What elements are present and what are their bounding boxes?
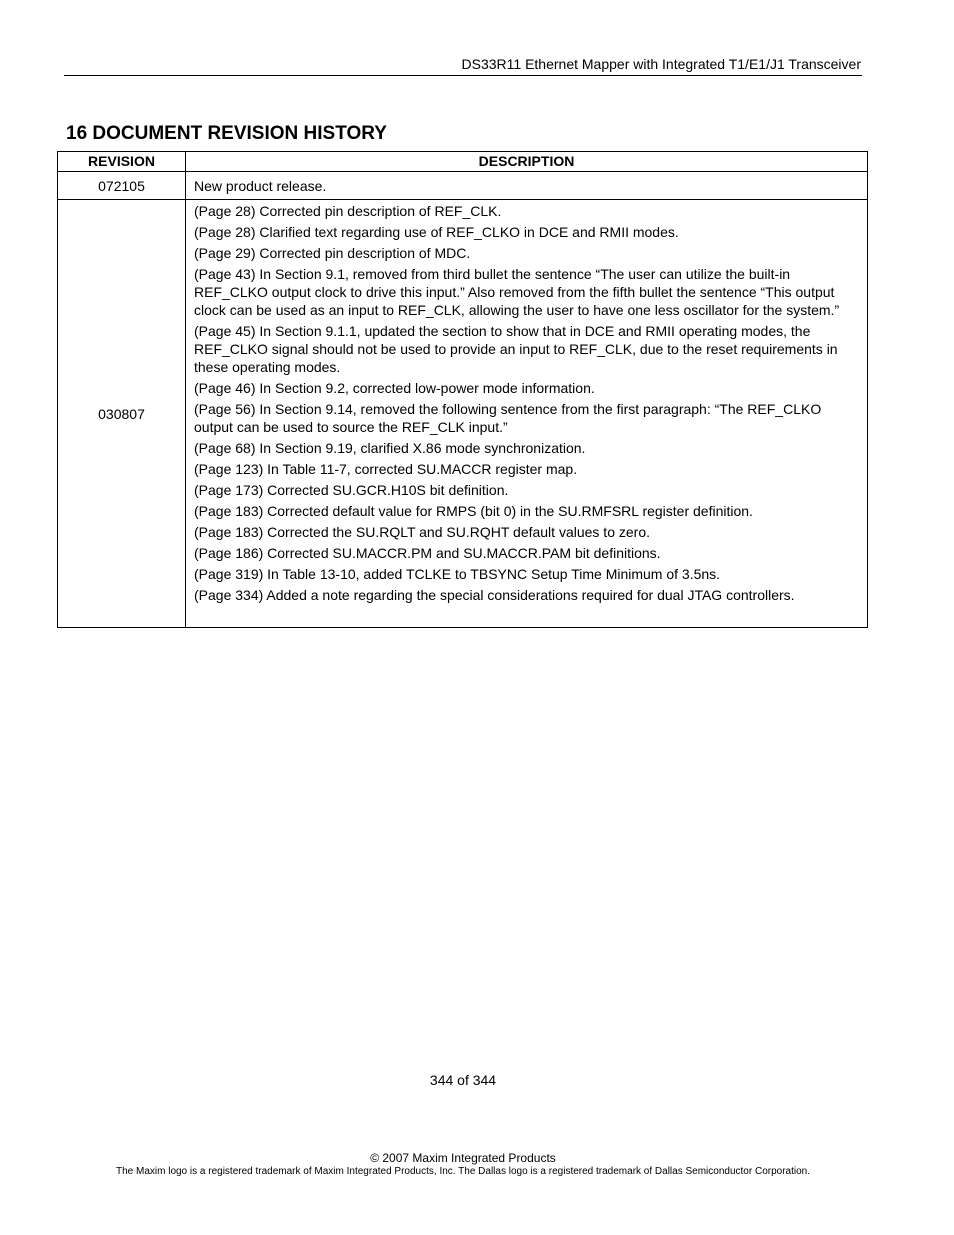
revision-history-table	[57, 151, 868, 628]
change-entry: (Page 183) Corrected the SU.RQLT and SU.RQHT default values to zero.	[194, 524, 650, 540]
document-header-title: DS33R11 Ethernet Mapper with Integrated T1/E1/J1 Transceiver	[461, 56, 861, 72]
table-row	[58, 172, 868, 200]
table-row	[58, 200, 868, 628]
change-entry: (Page 29) Corrected pin description of MDC.	[194, 245, 471, 261]
trademark-notice: The Maxim logo is a registered trademark of Maxim Integrated Products, Inc. The Dallas logo is a registered trademark of Dallas Semiconductor Corporation.	[115, 1166, 810, 1177]
description-cell	[186, 200, 868, 628]
change-entry: (Page 173) Corrected SU.GCR.H10S bit definition.	[194, 482, 509, 498]
change-entry: (Page 28) Corrected pin description of REF_CLK.	[194, 203, 502, 219]
change-entry: (Page 183) Corrected default value for RMPS (bit 0) in the SU.RMFSRL register definition.	[194, 503, 753, 519]
change-list	[194, 200, 861, 627]
change-entry: (Page 334) Added a note regarding the special considerations required for dual JTAG controllers.	[194, 587, 795, 603]
change-entry: (Page 319) In Table 13-10, added TCLKE to TBSYNC Setup Time Minimum of 3.5ns.	[194, 566, 721, 582]
description-cell: New product release.	[186, 172, 868, 200]
table-header-row	[58, 152, 868, 172]
change-entry: (Page 68) In Section 9.19, clarified X.86 mode synchronization.	[194, 440, 586, 456]
change-entry: (Page 56) In Section 9.14, removed the following sentence from the first paragraph: “The REF_CLKO output can be used to source the REF_CLK input.”	[194, 401, 822, 435]
header-rule	[64, 75, 862, 76]
change-entry: (Page 123) In Table 11-7, corrected SU.MACCR register map.	[194, 461, 578, 477]
page-number: 344 of 344	[429, 1072, 497, 1088]
change-entry: (Page 186) Corrected SU.MACCR.PM and SU.MACCR.PAM bit definitions.	[194, 545, 661, 561]
change-entry: (Page 45) In Section 9.1.1, updated the section to show that in DCE and RMII operating modes, the REF_CLKO signal should not be used to provide an input to REF_CLK, due to the reset requirements in these operating modes.	[194, 323, 838, 375]
change-entry: (Page 28) Clarified text regarding use of REF_CLKO in DCE and RMII modes.	[194, 224, 679, 240]
change-entry: (Page 46) In Section 9.2, corrected low-power mode information.	[194, 380, 595, 396]
copyright-notice: © 2007 Maxim Integrated Products	[370, 1151, 556, 1165]
column-header-revision: REVISION	[58, 152, 186, 172]
revision-cell: 072105	[58, 172, 186, 200]
column-header-description: DESCRIPTION	[186, 152, 868, 172]
revision-cell: 030807	[58, 200, 186, 628]
section-heading: 16 DOCUMENT REVISION HISTORY	[66, 123, 387, 144]
change-entry: (Page 43) In Section 9.1, removed from third bullet the sentence “The user can utilize the built-in REF_CLKO output clock to drive this input.” Also removed from the fifth bullet the sentence “This output clock can be used as an input to REF_CLK, allowing the user to have one less oscillator for the system.”	[194, 266, 840, 318]
